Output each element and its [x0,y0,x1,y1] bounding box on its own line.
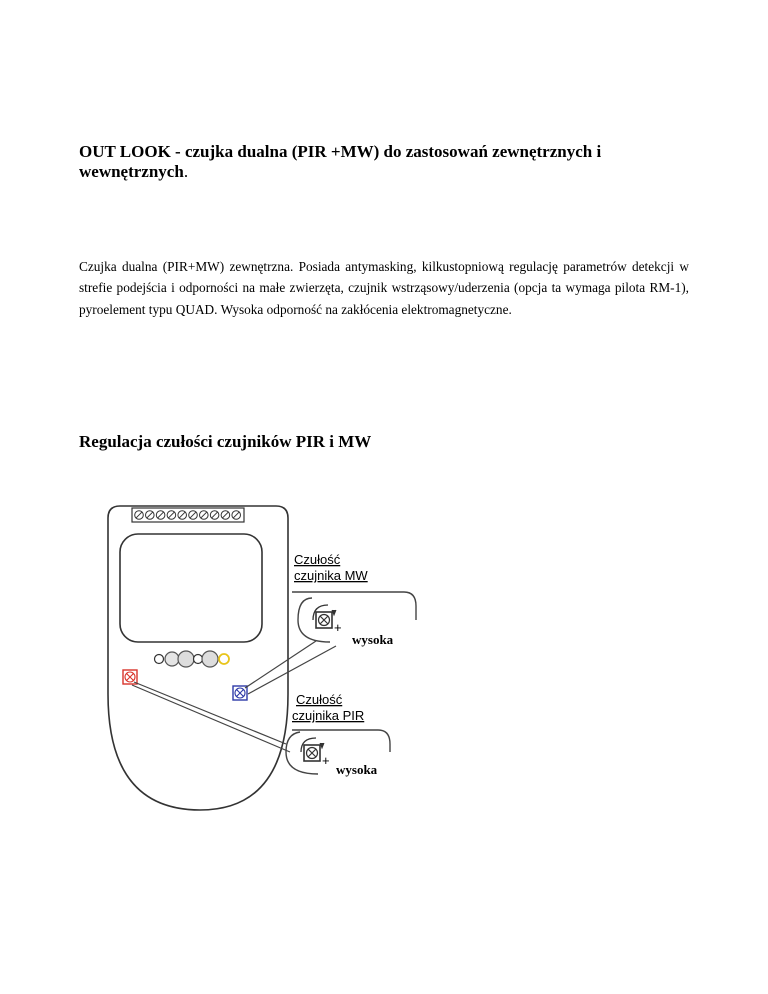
mw-callout-panel [292,592,416,620]
mw-label-line2: czujnika MW [294,568,368,583]
document-title [79,142,699,182]
led-small-mid [194,655,203,664]
description-paragraph: Czujka dualna (PIR+MW) zewnętrzna. Posiada antymasking, kilkustopniową regulację parametrów detekcji w strefie podejścia i odporności na małe zwierzęta, czujnik wstrząsowy/uderzenia (opcja ta wymaga pilota RM-1), pyroelement typu QUAD. Wysoka odporność na zakłócenia elektromagnetyczne. [79,259,689,317]
led-large-3 [202,651,218,667]
led-yellow [219,654,229,664]
section-heading: Regulacja czułości czujników PIR i MW [79,432,372,451]
pir-adjust-knob-icon [301,738,324,761]
sensitivity-diagram [100,494,430,810]
pir-plus-sign: + [322,753,330,768]
led-small-left [155,655,164,664]
pir-high-label: wysoka [336,762,378,777]
mw-adjust-knob-icon [313,605,336,628]
terminal-strip [132,508,244,522]
mw-potentiometer-icon [233,686,247,700]
mw-plus-sign: + [334,620,342,635]
document-title-text: OUT LOOK - czujka dualna (PIR +MW) do zastosowań zewnętrznych i wewnętrznych [79,142,602,181]
pir-label-line1: Czułość [296,692,343,707]
pyro-window [120,534,262,642]
pir-label-line2: czujnika PIR [292,708,365,723]
mw-high-label: wysoka [352,632,394,647]
document-title-suffix: . [183,162,189,181]
detector-illustration [100,494,430,810]
led-large-2 [178,651,194,667]
led-large-1 [165,652,179,666]
mw-label-line1: Czułość [294,552,341,567]
